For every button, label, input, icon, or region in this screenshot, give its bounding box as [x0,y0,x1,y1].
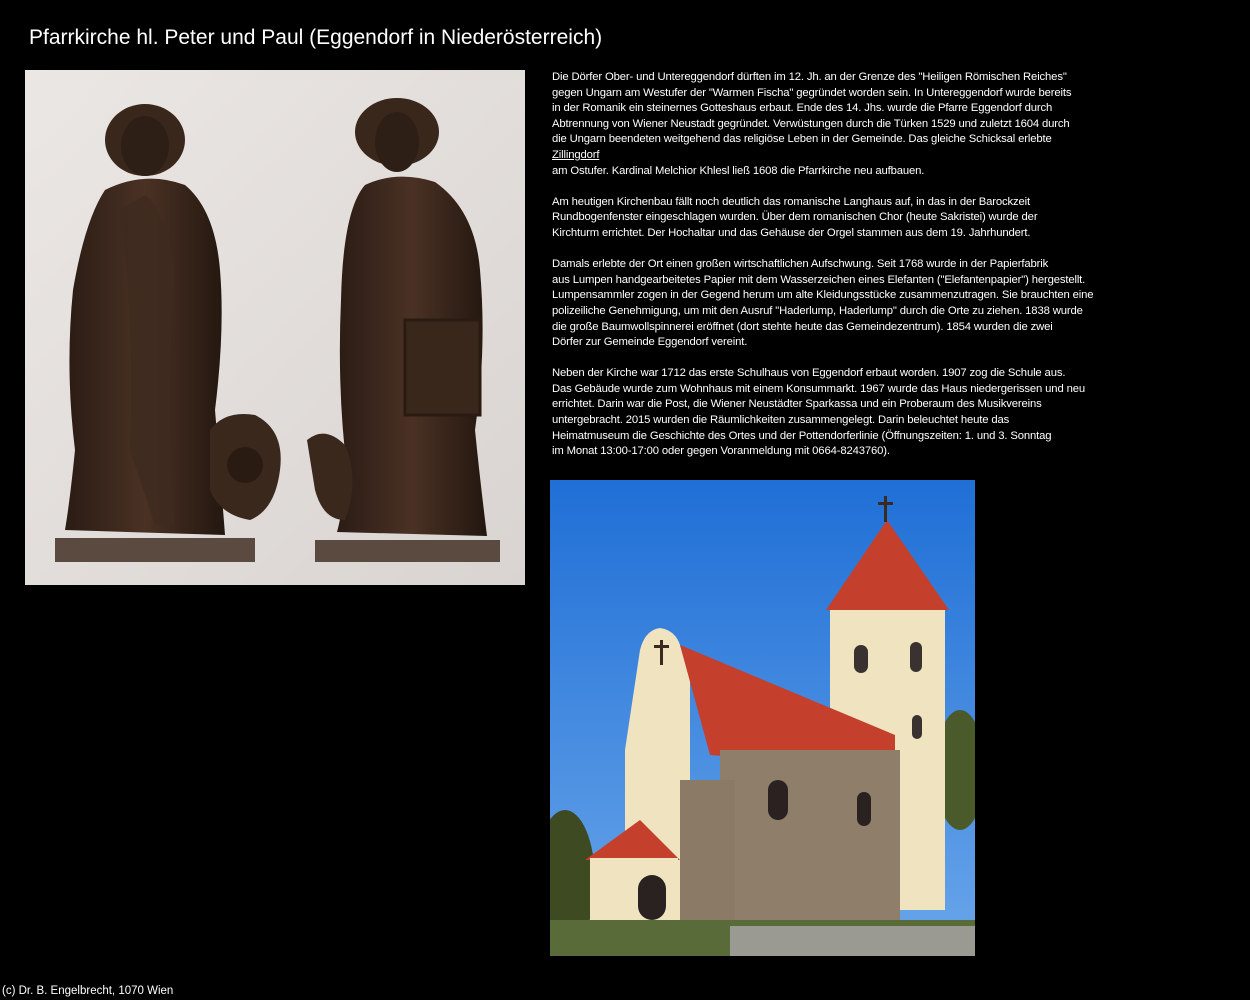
text-line: aus Lumpen handgearbeitetes Papier mit dem Wasserzeichen eines Elefanten ("Elefantenpapier") hergestellt. [552,273,1086,286]
text-line: im Monat 13:00-17:00 oder gegen Voranmeldung mit 0664-8243760). [552,445,890,458]
description-text [552,70,1152,475]
text-line: Am heutigen Kirchenbau fällt noch deutlich das romanische Langhaus auf, in das in der Barockzeit [552,195,1030,208]
text-line: untergebracht. 2015 wurden die Räumlichkeiten zusammengelegt. Darin beleuchtet heute das [552,414,1010,427]
paragraph-history [552,70,1152,179]
text-line: Lumpensammler zogen in der Gegend herum um alte Kleidungsstücke zusammenzutragen. Sie brauchten eine [552,289,1094,302]
text-line: Kirchturm errichtet. Der Hochaltar und das Gehäuse der Orgel stammen aus dem 19. Jahrhundert. [552,226,1031,239]
text-line: in der Romanik ein steinernes Gotteshaus erbaut. Ende des 14. Jhs. wurde die Pfarre Eggendorf durch [552,102,1053,115]
text-line: Neben der Kirche war 1712 das erste Schulhaus von Eggendorf erbaut worden. 1907 zog die Schule aus. [552,367,1066,380]
copyright-footer: (c) Dr. B. Engelbrecht, 1070 Wien [2,985,174,997]
text-line: errichtet. Darin war die Post, die Wiener Neustädter Sparkassa und ein Proberaum des Musikvereins [552,398,1042,411]
paragraph-building [552,195,1152,242]
text-line [552,148,1152,164]
zillingdorf-link[interactable]: Zillingdorf [552,148,600,161]
text-line: die große Baumwollspinnerei eröffnet (dort stehte heute das Gemeindezentrum). 1854 wurden die zwei [552,320,1053,333]
paragraph-school [552,366,1152,460]
text-line: Damals erlebte der Ort einen großen wirtschaftlichen Aufschwung. Seit 1768 wurde in der Papierfabrik [552,258,1049,271]
text-line: Das Gebäude wurde zum Wohnhaus mit einem Konsummarkt. 1967 wurde das Haus niedergerissen und neu [552,382,1085,395]
text-line: am Ostufer. Kardinal Melchior Khlesl ließ 1608 die Pfarrkirche neu aufbauen. [552,164,925,177]
statues-photo [25,70,525,585]
church-image [550,480,975,956]
text-line: Rundbogenfenster eingeschlagen wurden. Über dem romanischen Chor (heute Sakristei) wurde der [552,211,1038,224]
text-line: gegen Ungarn am Westufer der "Warmen Fischa" gegründet worden sein. In Untereggendorf wurde bereits [552,86,1072,99]
text-line: Heimatmuseum die Geschichte des Ortes und der Pottendorferlinie (Öffnungszeiten: 1. und 3. Sonntag [552,429,1052,442]
church-photo [550,480,975,956]
text-line: polizeiliche Genehmigung, um mit den Ausruf "Haderlump, Haderlump" durch die Orte zu ziehen. 1838 wurde [552,304,1083,317]
text-line: Dörfer zur Gemeinde Eggendorf vereint. [552,336,748,349]
text-line: Die Dörfer Ober- und Untereggendorf dürften im 12. Jh. an der Grenze des "Heiligen Römischen Reiches" [552,71,1067,83]
text-line: die Ungarn beendeten weitgehend das religiöse Leben in der Gemeinde. Das gleiche Schicksal erlebte [552,133,1052,146]
page-title: Pfarrkirche hl. Peter und Paul (Eggendorf in Niederösterreich) [29,26,603,49]
paragraph-economy [552,257,1152,351]
text-line: Abtrennung von Wiener Neustadt gegründet. Verwüstungen durch die Türken 1529 und zuletzt 1604 durch [552,117,1070,130]
statues-image [25,70,525,585]
